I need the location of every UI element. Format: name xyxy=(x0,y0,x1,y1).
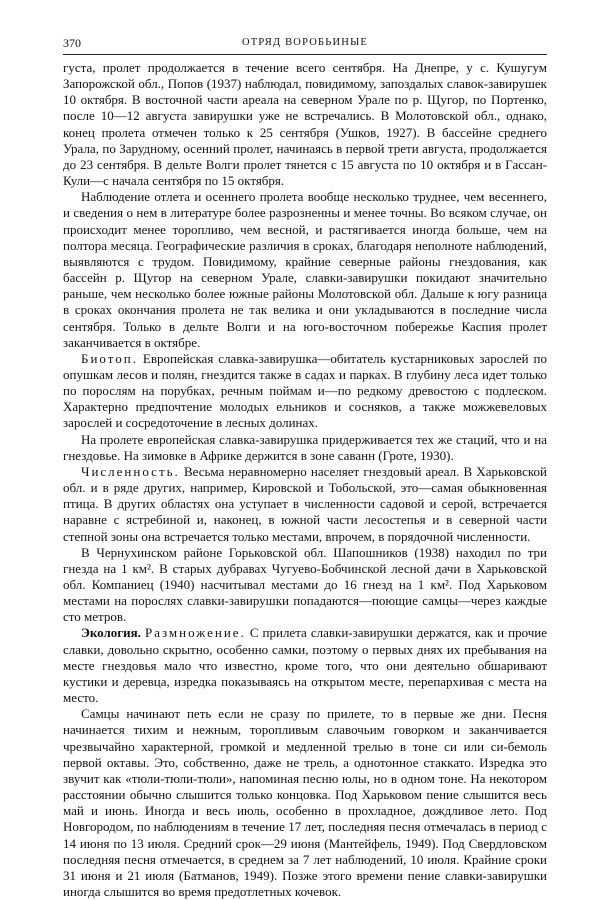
section-label-ecology: Экология. xyxy=(81,625,141,641)
paragraph-wintering: На пролете европейская славка-завирушка придерживается тех же стаций, что и на гнездовье. На зимовке в Африке держится в зоне саванн (Гроте, 1930). xyxy=(63,431,547,463)
body-text xyxy=(63,60,547,900)
page-number: 370 xyxy=(63,36,81,50)
paragraph-biotope xyxy=(63,351,547,432)
section-label-abundance: Численность. xyxy=(81,463,180,479)
paragraph-migration-dates: густа, пролет продолжается в течение всего сентября. На Днепре, у с. Кушугум Запорожской обл., Попов (1937) наблюдал, повидимому, запоздалых славок-завирушек 10 октября. В восточной части ареала на северном Урале по р. Щугор, по Портенко, после 10—12 августа завирушки уже не встречались. В Молотовской обл., однако, конец пролета отмечен только к 25 сентября (Ушков, 1927). В бассейне среднего Урала, по Зарудному, осенний пролет, начинаясь в первой трети августа, продолжается до 23 сентября. В дельте Волги пролет тянется с 15 августа по 10 октября и в Гассан-Кули—с начала сентября по 15 октября. xyxy=(63,60,547,189)
paragraph-song: Самцы начинают петь если не сразу по прилете, то в первые же дни. Песня начинается тихим и нежным, торопливым славочьим говорком и заканчивается чрезвычайно характерной, громкой и медленной трелью в тоне си или си-бемоль первой октавы. Это, собственно, даже не трель, а однотонное стаккато. Изредка это звучит как «тюли-тюли-тюли», напоминая песню юлы, но в одном тоне. На некотором расстоянии обычно слышится только концовка. Под Харьковом пение слышится весь май и июнь. Иногда и весь июль, особенно в прохладное, дождливое лето. Под Новгородом, по наблюдениям в течение 17 лет, последняя песня отмечалась в период с 14 июня по 13 июля. Средний срок—29 июня (Мантейфель, 1949). Под Свердловском последняя песня отмечается, в среднем за 7 лет наблюдений, 10 июля. Крайние сроки 31 июня и 21 июля (Батманов, 1949). Позже этого времени пение славки-завирушки иногда слышится во время предотлетных кочевок. xyxy=(63,706,547,899)
paragraph-ecology xyxy=(63,625,547,706)
biotope-text: Европейская славка-завирушка—обитатель кустарниковых зарослей по опушкам лесов и полян, гнездится также в садах и парках. В глубину леса идет только по порослям на порубках, речным поймам и—по редкому древостою с подлеском. Характерно предпочтение молодых ельников и сосняков, а также можжевеловых зарослей и сосредоточение в лесных долинах. xyxy=(63,350,547,431)
running-title: ОТРЯД ВОРОБЬИНЫЕ xyxy=(241,37,369,48)
header-rule xyxy=(63,54,547,55)
reproduction-text: С прилета славки-завирушки держатся, как и прочие славки, довольно скрытно, особенно самки, поэтому о первых днях их пребывания на месте гнездовья мало что известно, кроме того, что они деятельно обшаривают кустики и деревца, изредка показываясь на открытом месте, перепархивая с места на место. xyxy=(63,625,547,706)
paragraph-nest-density: В Чернухинском районе Горьковской обл. Шапошников (1938) находил по три гнезда на 1 км². В старых дубравах Чугуево-Бобчинской лесной дачи в Харьковской обл. Компаниец (1940) насчитывал местами до 16 гнезд на 1 км². Под Харьковом местами на порослях славки-завирушки попадаются—поющие самцы—через каждые сто метров. xyxy=(63,544,547,625)
section-label-reproduction: Размножение. xyxy=(144,625,246,641)
paragraph-abundance xyxy=(63,464,547,545)
section-label-biotope: Биотоп. xyxy=(81,350,138,366)
paragraph-autumn-migration: Наблюдение отлета и осеннего пролета вообще несколько труднее, чем весеннего, и сведения о нем в литературе более разрозненны и менее точны. Во всяком случае, он происходит менее торопливо, чем весной, и растягивается иногда больше, чем на полтора месяца. Географические различия в сроках, благодаря неполноте наблюдений, выявляются с трудом. Повидимому, крайние северные районы гнездования, как бассейн р. Щугор на северном Урале, славки-завирушки покидают значительно раньше, чем несколько более южные районы Молотовской обл. Дальше к югу разница в сроках окончания пролета не так велика и они укладываются в последние числа сентября. Только в дельте Волги и на юго-восточном побережье Каспия пролет заканчивается в октябре. xyxy=(63,189,547,350)
abundance-text: Весьма неравномерно населяет гнездовый ареал. В Харьковской обл. и в ряде других, например, Кировской и Тобольской, это—самая обыкновенная птица. В других областях она уступает в численности садовой и серой, встречается наравне с ястребиной и, наконец, в южной части лесостепья и в северной части степной зоны она встречается только местами, впрочем, в порядочной численности. xyxy=(63,463,547,544)
